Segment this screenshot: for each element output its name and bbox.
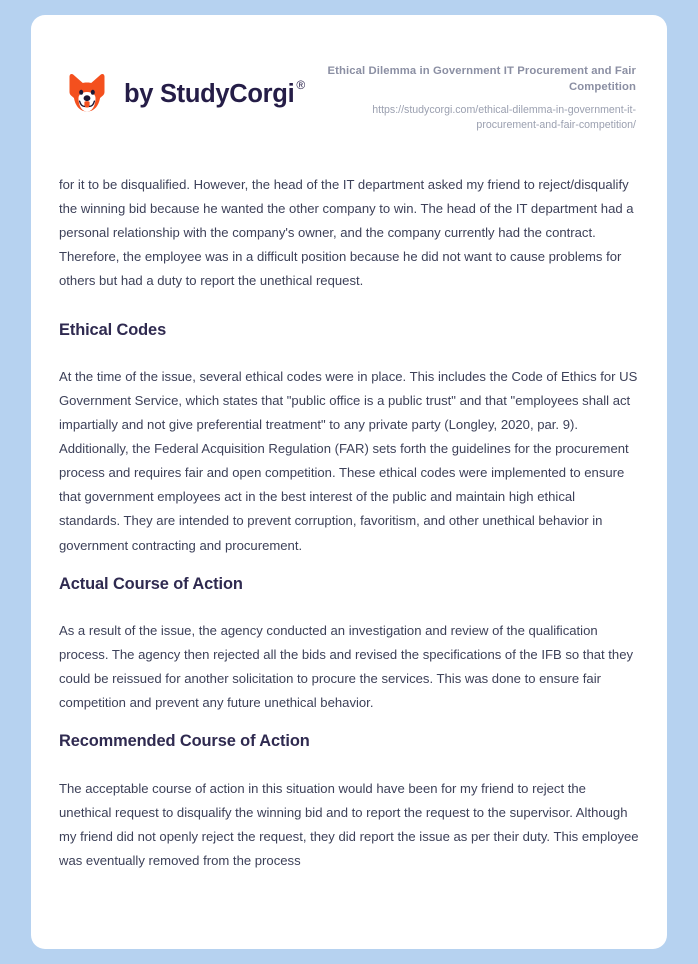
- document-body: [31, 173, 667, 873]
- intro-paragraph: for it to be disqualified. However, the head of the IT department asked my friend to reject/disqualify the winning bid because he wanted the other company to win. The head of the IT department had a personal relationship with the company's owner, and the company currently had the contract. Therefore, the employee was in a difficult position because he did not want to cause problems for others but had a duty to report the unethical request.: [59, 177, 634, 289]
- section-recommended-course-of-action: [59, 731, 639, 873]
- brand-logo: [62, 63, 305, 120]
- section-paragraph: The acceptable course of action in this situation would have been for my friend to reject the unethical request to disqualify the winning bid and to report the request to the supervisor. Although my friend did not openly reject the request, they did report the issue as per their duty. This employee was eventually removed from the process: [59, 780, 639, 869]
- source-url: https://studycorgi.com/ethical-dilemma-in-government-it-procurement-and-fair-competition/: [372, 104, 636, 132]
- brand-wordmark-text: by StudyCorgi: [124, 80, 295, 109]
- section-heading: Actual Course of Action: [59, 574, 243, 593]
- section-ethical-codes: [59, 320, 639, 558]
- document-header: [31, 15, 667, 133]
- section-heading: Recommended Course of Action: [59, 732, 310, 751]
- corgi-face-icon: [62, 70, 112, 120]
- section-actual-course-of-action: [59, 574, 639, 716]
- brand-wordmark: [124, 78, 305, 109]
- section-heading: Ethical Codes: [59, 320, 167, 339]
- registered-trademark-icon: ®: [296, 78, 305, 93]
- section-paragraph: As a result of the issue, the agency conducted an investigation and review of the qualification process. The agency then rejected all the bids and revised the specifications of the IFB so that they could be reissued for another solicitation to procure the services. This was done to ensure fair competition and prevent any future unethical behavior.: [59, 623, 634, 711]
- header-meta: [305, 63, 636, 133]
- page-title: Ethical Dilemma in Government IT Procurement and Fair Competition: [327, 65, 636, 94]
- document-page: [31, 15, 667, 949]
- section-paragraph: At the time of the issue, several ethical codes were in place. This includes the Code of Ethics for US Government Service, which states that "public office is a public trust" and that "employees shall act impartially and not give preferential treatment" to any private party (Longley, 2020, par. 9). Additionally, the Federal Acquisition Regulation (FAR) sets forth the guidelines for the procurement process and requires fair and open competition. These ethical codes were implemented to ensure that government employees act in the best interest of the public and maintain high ethical standards. They are intended to prevent corruption, favoritism, and other unethical behavior in government contracting and procurement.: [59, 369, 638, 553]
